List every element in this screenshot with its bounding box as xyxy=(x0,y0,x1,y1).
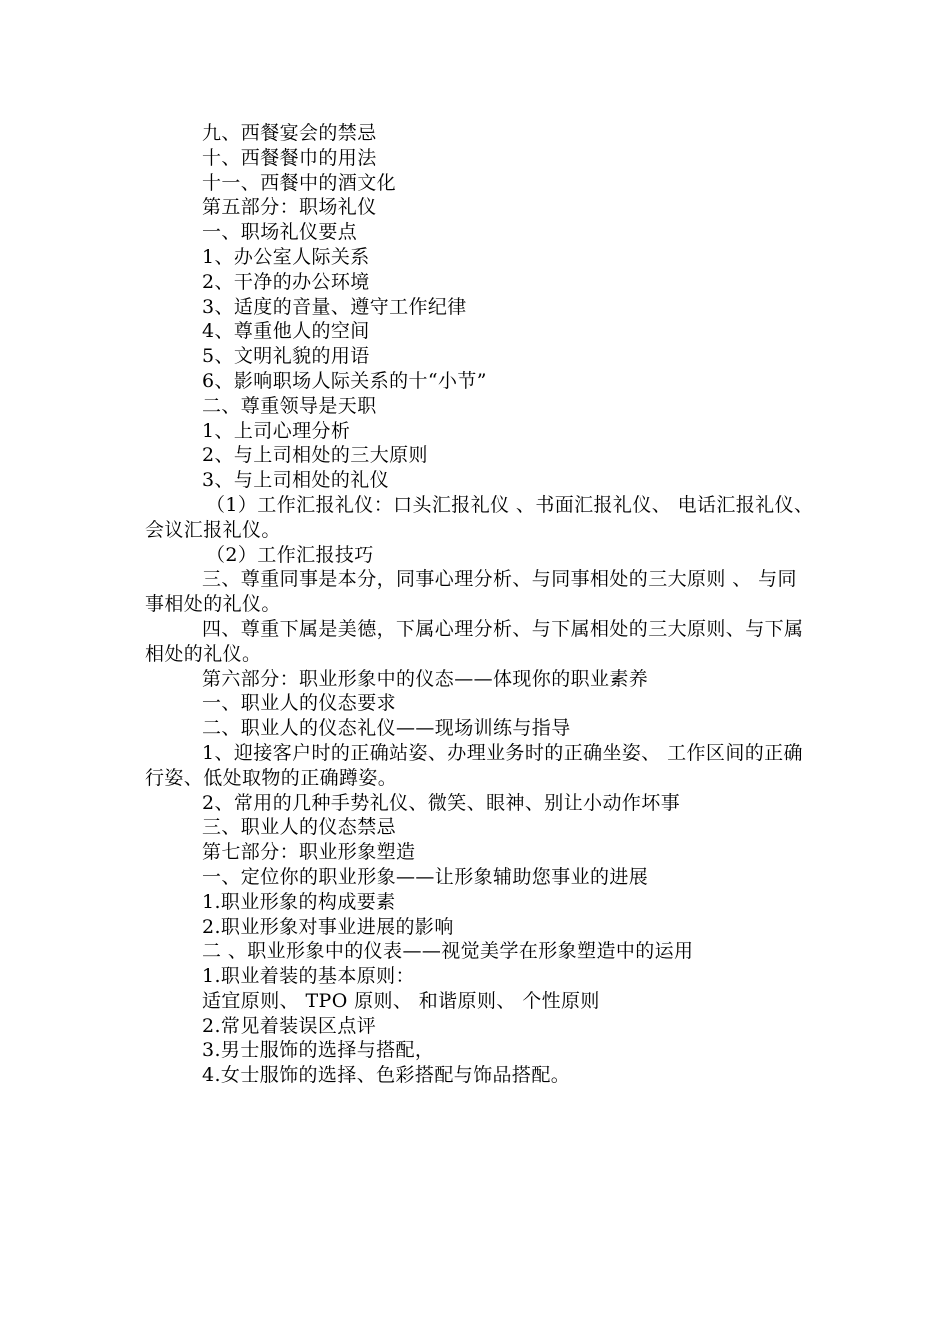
text-line: 1、上司心理分析 xyxy=(202,419,351,442)
text-line: 2.职业形象对事业进展的影响 xyxy=(202,915,454,938)
paragraph-colleague: 三、尊重同事是本分，同事心理分析、与同事相处的三大原则 、 与同事相处的礼仪。 xyxy=(145,568,797,616)
text-line: 4、尊重他人的空间 xyxy=(202,320,370,343)
text-line: 1、办公室人际关系 xyxy=(202,245,370,268)
paragraph-posture: 1、迎接客户时的正确站姿、办理业务时的正确坐姿、 工作区间的正确行姿、低处取物的正确蹲姿。 xyxy=(145,741,803,789)
text-line: 3.男士服饰的选择与搭配， xyxy=(202,1039,435,1062)
text-line: 一、职场礼仪要点 xyxy=(202,221,358,244)
text-line: 二 、职业形象中的仪表——视觉美学在形象塑造中的运用 xyxy=(202,940,694,963)
text-line: 十、西餐餐巾的用法 xyxy=(202,146,377,169)
text-line: 2、与上司相处的三大原则 xyxy=(202,444,428,467)
text-line: 适宜原则、 TPO 原则、 和谐原则、 个性原则 xyxy=(202,989,600,1012)
text-line: 一、定位你的职业形象——让形象辅助您事业的进展 xyxy=(202,865,649,888)
text-line: （2）工作汇报技巧 xyxy=(206,543,374,566)
paragraph-subordinate: 四、尊重下属是美德，下属心理分析、与下属相处的三大原则、与下属相处的礼仪。 xyxy=(145,617,804,665)
text-line: 二、尊重领导是天职 xyxy=(202,394,377,417)
text-line: 2.常见着装误区点评 xyxy=(202,1014,377,1037)
text-line: 十一、西餐中的酒文化 xyxy=(202,171,397,194)
section-heading: 第五部分：职场礼仪 xyxy=(202,196,377,219)
text-line: 1.职业着装的基本原则： xyxy=(202,965,415,988)
section-heading: 第七部分：职业形象塑造 xyxy=(202,841,416,864)
text-line: 6、影响职场人际关系的十“小节” xyxy=(202,369,487,392)
document-body xyxy=(145,121,815,1088)
text-line: 4.女士服饰的选择、色彩搭配与饰品搭配。 xyxy=(202,1064,571,1087)
text-line: 二、职业人的仪态礼仪——现场训练与指导 xyxy=(202,717,571,740)
text-line: 2、常用的几种手势礼仪、微笑、眼神、别让小动作坏事 xyxy=(202,791,681,814)
text-line: 2、干净的办公环境 xyxy=(202,270,370,293)
paragraph-report-etiquette: （1）工作汇报礼仪：口头汇报礼仪 、书面汇报礼仪、 电话汇报礼仪、会议汇报礼仪。 xyxy=(145,493,814,541)
text-line: 九、西餐宴会的禁忌 xyxy=(202,122,377,144)
section-heading: 第六部分：职业形象中的仪态——体现你的职业素养 xyxy=(202,667,649,690)
text-line: 一、职业人的仪态要求 xyxy=(202,692,397,715)
text-line: 三、职业人的仪态禁忌 xyxy=(202,816,397,839)
text-line: 3、与上司相处的礼仪 xyxy=(202,469,390,492)
text-line: 3、适度的音量、遵守工作纪律 xyxy=(202,295,467,318)
text-line: 5、文明礼貌的用语 xyxy=(202,345,370,368)
text-line: 1.职业形象的构成要素 xyxy=(202,890,396,913)
